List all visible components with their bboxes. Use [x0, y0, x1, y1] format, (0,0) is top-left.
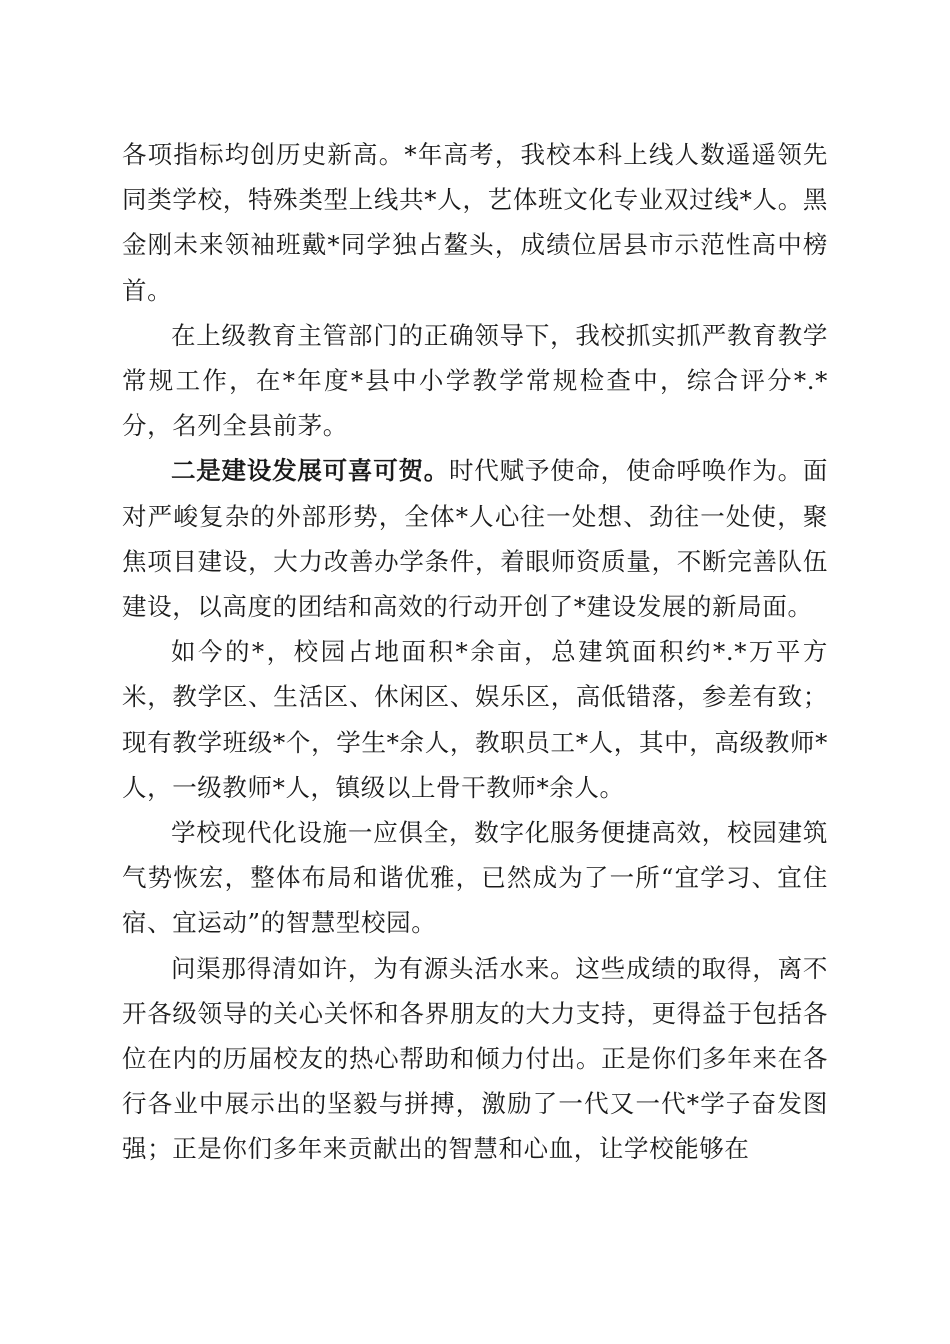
paragraph-campus-stats: 如今的*，校园占地面积*余亩，总建筑面积约*.*万平方米，教学区、生活区、休闲区、娱乐区，高低错落，参差有致；现有教学班级*个，学生*余人，教职员工*人，其中，高级教师*人，一级教师*人，镇级以上骨干教师*余人。: [122, 637, 828, 802]
paragraph-gratitude: 问渠那得清如许，为有源头活水来。这些成绩的取得，离不开各级领导的关心关怀和各界朋友的大力支持，更得益于包括各位在内的历届校友的热心帮助和倾力付出。正是你们多年来在各行各业中展示出的坚毅与拼搏，激励了一代又一代*学子奋发图强；正是你们多年来贡献出的智慧和心血，让学校能够在: [122, 953, 828, 1164]
paragraph-routine-work: 在上级教育主管部门的正确领导下，我校抓实抓严教育教学常规工作，在*年度*县中小学教学常规检查中，综合评分*.*分，名列全县前茅。: [122, 320, 828, 441]
paragraph-facilities: 学校现代化设施一应俱全，数字化服务便捷高效，校园建筑气势恢宏，整体布局和谐优雅，已然成为了一所“宜学习、宜住宿、宜运动”的智慧型校园。: [122, 818, 828, 938]
paragraph-lead-heading: 二是建设发展可喜可贺。: [171, 456, 450, 486]
paragraph-construction: [122, 448, 828, 629]
document-body: [122, 132, 828, 1172]
paragraph-achievements: 各项指标均创历史新高。*年高考，我校本科上线人数遥遥领先同类学校，特殊类型上线共*人，艺体班文化专业双过线*人。黑金刚未来领袖班戴*同学独占鳌头，成绩位居县市示范性高中榜首。: [122, 140, 828, 305]
paragraph-construction-text: 时代赋予使命，使命呼唤作为。面对严峻复杂的外部形势，全体*人心往一处想、劲往一处使，聚焦项目建设，大力改善办学条件，着眼师资质量，不断完善队伍建设，以高度的团结和高效的行动开创了*建设发展的新局面。: [122, 456, 828, 622]
